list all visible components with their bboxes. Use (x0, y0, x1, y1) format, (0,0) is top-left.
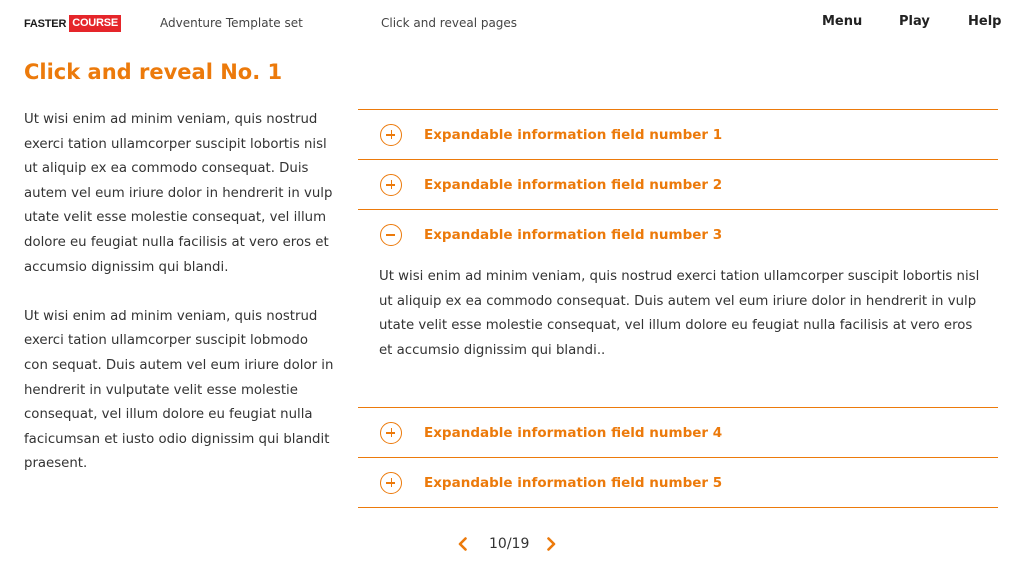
logo-text-course: COURSE (69, 15, 121, 32)
accordion-content-3: Ut wisi enim ad minim veniam, quis nostrud exerci tation ullamcorper suscipit lobortis nisl ut aliquip ex ea commodo consequat. Duis autem vel eum iriure dolor in hendrerit in vulp utate velit esse molestie consequat, vel illum dolore eu feugiat nulla facilisis at vero eros et accumsio dignissim qui blandi.. (379, 269, 980, 358)
plus-circle-icon[interactable] (380, 422, 402, 444)
accordion-label-1: Expandable information field number 1 (424, 126, 723, 143)
plus-circle-icon[interactable] (380, 124, 402, 146)
minus-circle-icon[interactable] (380, 224, 402, 246)
next-page-button[interactable] (541, 532, 563, 556)
accordion-item-1 (358, 109, 998, 159)
pagination (453, 532, 573, 556)
accordion-header-3[interactable] (358, 210, 998, 259)
logo (24, 15, 121, 32)
plus-circle-icon[interactable] (380, 174, 402, 196)
accordion-header-4[interactable] (358, 408, 998, 457)
logo-text-faster: FASTER (24, 17, 67, 30)
intro-text (24, 108, 334, 477)
template-set-label: Adventure Template set (160, 16, 303, 30)
page-counter: 10/19 (489, 536, 530, 552)
accordion-item-4 (358, 407, 998, 457)
accordion-label-4: Expandable information field number 4 (424, 424, 723, 441)
menu-link[interactable]: Menu (822, 14, 863, 29)
chevron-left-icon (456, 537, 470, 551)
page-type-label: Click and reveal pages (381, 16, 518, 30)
accordion-label-5: Expandable information field number 5 (424, 474, 723, 491)
accordion-item-2 (358, 159, 998, 209)
accordion-item-3 (358, 209, 998, 407)
header (0, 0, 1024, 46)
page-title: Click and reveal No. 1 (24, 60, 283, 84)
accordion-label-2: Expandable information field number 2 (424, 176, 723, 193)
previous-page-button[interactable] (453, 532, 475, 556)
accordion (358, 109, 998, 508)
accordion-header-5[interactable] (358, 458, 998, 507)
accordion-item-5 (358, 457, 998, 508)
accordion-header-2[interactable] (358, 160, 998, 209)
plus-circle-icon[interactable] (380, 472, 402, 494)
play-link[interactable]: Play (899, 14, 930, 29)
intro-paragraph-1: Ut wisi enim ad minim veniam, quis nostrud exerci tation ullamcorper suscipit lobortis nisl ut aliquip ex ea commodo consequat. Duis autem vel eum iriure dolor in hendrerit in vulp utate velit esse molestie consequat, vel illum dolore eu feugiat nulla facilisis at vero eros et accumsio dignissim qui blandi. (24, 112, 333, 275)
accordion-header-1[interactable] (358, 110, 998, 159)
intro-paragraph-2: Ut wisi enim ad minim veniam, quis nostrud exerci tation ullamcorper suscipit lobmodo con sequat. Duis autem vel eum iriure dolor in hendrerit in vulputate velit esse molestie consequat, vel illum dolore eu feugiat nulla facicumsan et iusto odio dignissim qui blandit praesent. (24, 308, 334, 472)
help-link[interactable]: Help (968, 14, 1002, 29)
accordion-label-3: Expandable information field number 3 (424, 226, 723, 243)
chevron-right-icon (544, 537, 558, 551)
